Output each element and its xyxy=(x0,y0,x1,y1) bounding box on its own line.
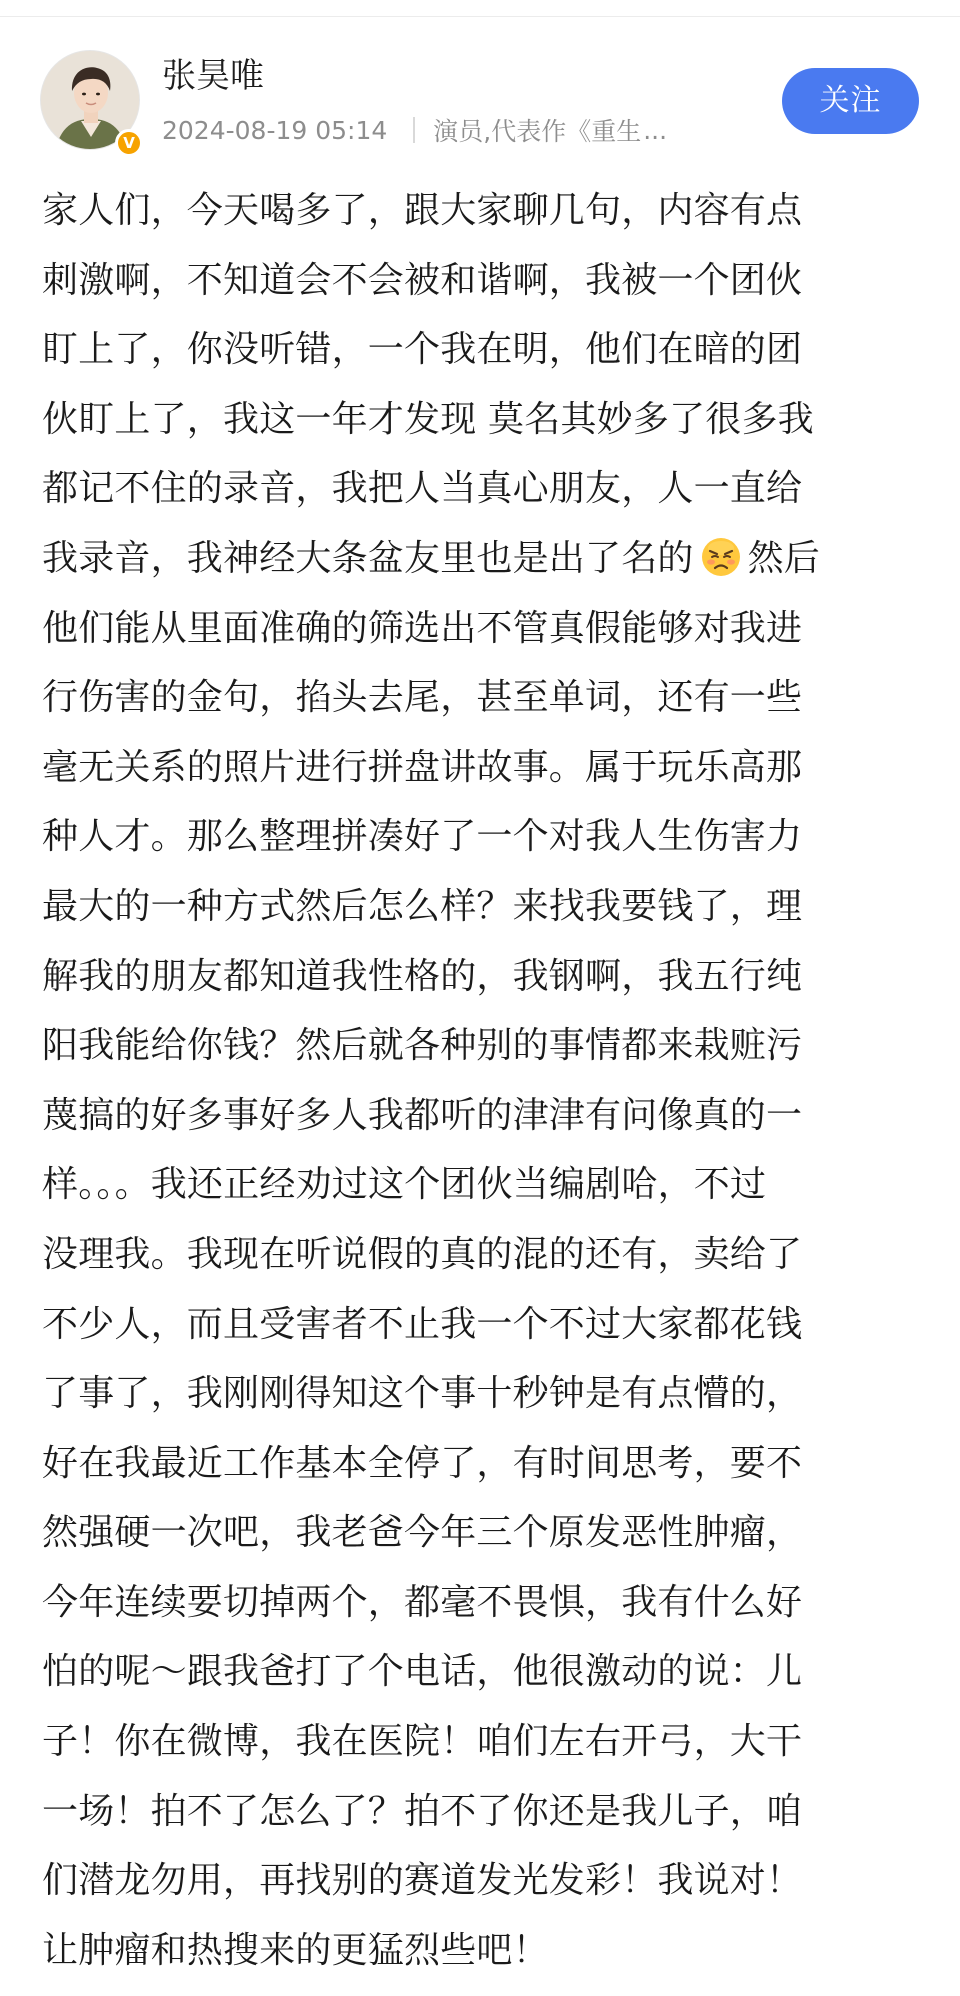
post-text-segment: 我录音，我神经大条盆友里也是出了名的 xyxy=(42,537,694,579)
frustrated-face-emoji-icon xyxy=(700,536,742,578)
post-text-line: 他们能从里面准确的筛选出不管真假能够对我进 xyxy=(42,607,803,649)
post-text-line: 都记不住的录音，我把人当真心朋友，人一直给 xyxy=(42,468,803,510)
verified-badge-icon: V xyxy=(115,129,143,157)
user-name[interactable]: 张昊唯 xyxy=(162,56,264,96)
post-text-line: 子！你在微博，我在医院！咱们左右开弓，大干 xyxy=(42,1721,803,1763)
post-text-line: 最大的一种方式然后怎么样？来找我要钱了，理 xyxy=(42,885,803,927)
post-text-line: 行伤害的金句，掐头去尾，甚至单词，还有一些 xyxy=(42,677,803,719)
post-text-line: 怕的呢～跟我爸打了个电话，他很激动的说：儿 xyxy=(42,1651,803,1693)
meta-divider xyxy=(413,117,415,143)
post-header xyxy=(0,48,960,168)
post-text-line: 种人才。那么整理拼凑好了一个对我人生伤害力 xyxy=(42,816,803,858)
post-text-line: 盯上了，你没听错，一个我在明，他们在暗的团 xyxy=(42,329,803,371)
post-text-line: 家人们，今天喝多了，跟大家聊几句，内容有点 xyxy=(42,190,803,231)
post-text-line: 好在我最近工作基本全停了，有时间思考，要不 xyxy=(42,1442,803,1484)
post-body xyxy=(42,176,924,1985)
post-text-line: 阳我能给你钱？然后就各种别的事情都来栽赃污 xyxy=(42,1025,803,1067)
post-text-line: 毫无关系的照片进行拼盘讲故事。属于玩乐高那 xyxy=(42,746,803,788)
post-text-segment: 然后 xyxy=(747,537,821,579)
post-text-line: 伙盯上了，我这一年才发现 莫名其妙多了很多我 xyxy=(42,398,814,440)
post-text-line: 了事了，我刚刚得知这个事十秒钟是有点懵的， xyxy=(42,1373,803,1415)
description-ellipsis: ... xyxy=(643,115,668,145)
post-timestamp: 2024-08-19 05:14 xyxy=(162,115,388,145)
post-text-line: 不少人，而且受害者不止我一个不过大家都花钱 xyxy=(42,1303,803,1345)
post-text-line: 刺激啊，不知道会不会被和谐啊，我被一个团伙 xyxy=(42,259,803,301)
post-text-line: 今年连续要切掉两个，都毫不畏惧，我有什么好 xyxy=(42,1581,803,1623)
post-text-line: 让肿瘤和热搜来的更猛烈些吧！ xyxy=(42,1929,549,1971)
post-text-line: 样。。。我还正经劝过这个团伙当编剧哈，不过 xyxy=(42,1164,767,1206)
post-text-line: 蔑搞的好多事好多人我都听的津津有问像真的一 xyxy=(42,1094,803,1136)
post-text-line-with-emoji xyxy=(42,524,924,594)
follow-button[interactable]: 关注 xyxy=(782,68,919,134)
post-text-line: 没理我。我现在听说假的真的混的还有，卖给了 xyxy=(42,1233,803,1275)
user-description: 演员,代表作《重生 xyxy=(433,117,642,146)
post-meta xyxy=(162,112,667,148)
post-text-line: 一场！拍不了怎么了？拍不了你还是我儿子，咱 xyxy=(42,1790,803,1832)
post-text-line: 然强硬一次吧，我老爸今年三个原发恶性肿瘤， xyxy=(42,1512,803,1554)
post-text-line: 们潜龙勿用，再找别的赛道发光发彩！我说对！ xyxy=(42,1860,803,1902)
top-divider xyxy=(0,0,960,17)
post-text-line: 解我的朋友都知道我性格的，我钢啊，我五行纯 xyxy=(42,955,803,997)
